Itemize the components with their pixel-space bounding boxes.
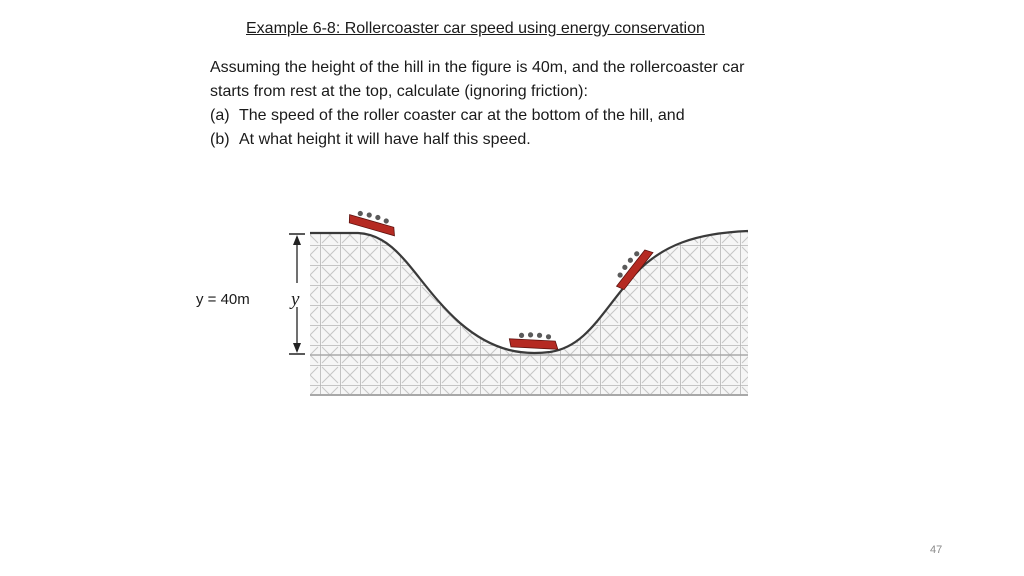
question-part-a xyxy=(210,104,850,128)
question-part-b xyxy=(210,128,850,152)
part-text: At what height it will have half this speed. xyxy=(239,131,531,148)
question-parts xyxy=(210,104,850,152)
y-symbol: y xyxy=(291,289,300,310)
part-label: (b) xyxy=(210,131,230,148)
part-text: The speed of the roller coaster car at the bottom of the hill, and xyxy=(239,107,685,124)
support-scaffold xyxy=(310,225,748,397)
coaster-car-top xyxy=(347,207,398,236)
problem-line-2: starts from rest at the top, calculate (ignoring friction): xyxy=(210,83,588,100)
page-number: 47 xyxy=(930,544,943,556)
rollercoaster-diagram xyxy=(280,205,750,400)
problem-line-1: Assuming the height of the hill in the figure is 40m, and the rollercoaster car xyxy=(210,59,745,76)
problem-statement xyxy=(210,56,850,152)
height-label: y = 40m xyxy=(196,291,250,308)
rollercoaster-figure xyxy=(280,205,750,400)
part-label: (a) xyxy=(210,107,230,124)
coaster-car-bottom xyxy=(509,331,559,349)
slide-title: Example 6-8: Rollercoaster car speed using energy conservation xyxy=(246,20,705,37)
